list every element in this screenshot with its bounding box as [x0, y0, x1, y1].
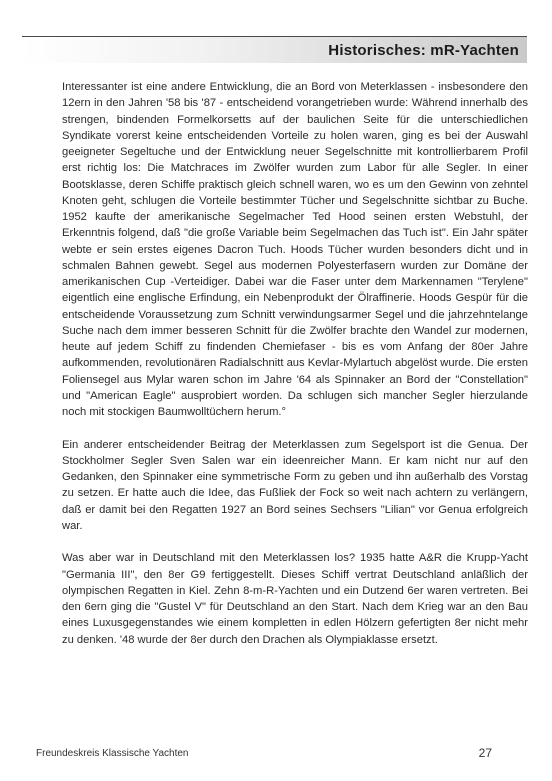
paragraph: Ein anderer entscheidender Beitrag der Meterklassen zum Segelsport ist die Genua. Der Stockholmer Segler Sven Salen war ein ideenreicher Mann. Er kam nicht nur auf den Gedanken, den Spinnaker eine symmetrische Form zu geben und ihn außerhalb des Vorstag zu setzen. Er hatte auch die Idee, das Fußliek der Fock so weit nach achtern zu verlängern, daß er damit bei den Regatten 1927 an Bord seines Sechsers "Lilian" vor Genua erfolgreich war. [62, 438, 528, 532]
page-footer [36, 748, 492, 764]
footer-publisher: Freundeskreis Klassische Yachten [36, 748, 189, 759]
section-header-bar [22, 36, 527, 63]
paragraph: Interessanter ist eine andere Entwicklung, die an Bord von Meterklassen - insbesondere den 12ern in den Jahren '58 bis '87 - entscheidend vorangetrieben wurde: Während innerhalb des strengen, bindenden Formelkorsetts auf der baulichen Seite für die unterschiedlichen Syndikate vorerst keine entscheidenden Vorteile zu holen waren, ging es bei der Auswahl geeigneter Segeltuche und der Entwicklung neuer Segelschnitte mit kontrollierbarem Profil erst richtig los: Die Matchraces im Zwölfer wurden zum Labor für alle Segler. In einer Bootsklasse, deren Schiffe praktisch gleich schnell waren, wo es um den Gewinn von zehntel Knoten geht, schlugen die Vorteile bestimmter Tücher und Segelschnitte sichtbar zu Buche. 1952 kaufte der amerikanische Segelmacher Ted Hood seinen ersten Webstuhl, der Erkenntnis folgend, daß "die große Variable beim Segelmachen das Tuch ist". Ein Jahr später webte er sein erstes eigenes Dacron Tuch. Hoods Tücher wurden besonders dicht und in schmalen Bahnen gewebt. Segel aus modernen Polyesterfasern wurden zur Domäne der amerikanischen Cup -Verteidiger. Dabei war die Faser unter dem Markennamen "Terylene" eigentlich eine englische Erfindung, ein Nebenprodukt der Ölraffinerie. Hoods Gespür für die entscheidende Voraussetzung zum Schnitt verwindungsarmer Segel und die jahrzehntelange Suche nach dem immer besseren Schnitt für die Zwölfer brachte den Wandel zur modernen, heute auf jedem Schiff zu findenden Chemiefaser - bis es vom Anfang der 80er Jahre aufkommenden, revolutionären Radialschnitt aus Kevlar-Mylartuch abgelöst wurde. Die ersten Foliensegel aus Mylar waren schon im Jahre '64 als Spinnaker an Bord der "Constellation" und "American Eagle" ausprobiert worden. Da schlugen sich mancher Segler hierzulande noch mit stockigen Baumwolltüchern herum.° [62, 81, 528, 418]
page-number: 27 [478, 746, 492, 760]
article-body [62, 79, 528, 664]
paragraph: Was aber war in Deutschland mit den Meterklassen los? 1935 hatte A&R die Krupp-Yacht "Germania III", den 8er G9 fertiggestellt. Dieses Schiff vertrat Deutschland anläßlich der olympischen Regatten in Kiel. Zehn 8-m-R-Yachten und ein Dutzend 6er waren vertreten. Bei den 6ern ging die "Gustel V" für Deutschland an den Start. Nach dem Krieg war an den Bau eines Luxusgegenstandes wie einem kompletten in edlen Hölzern gefertigten 8er nicht mehr zu denken. '48 wurde der 8er durch den Drachen als Olympiaklasse ersetzt. [62, 552, 528, 646]
section-title: Historisches: mR-Yachten [328, 42, 519, 59]
